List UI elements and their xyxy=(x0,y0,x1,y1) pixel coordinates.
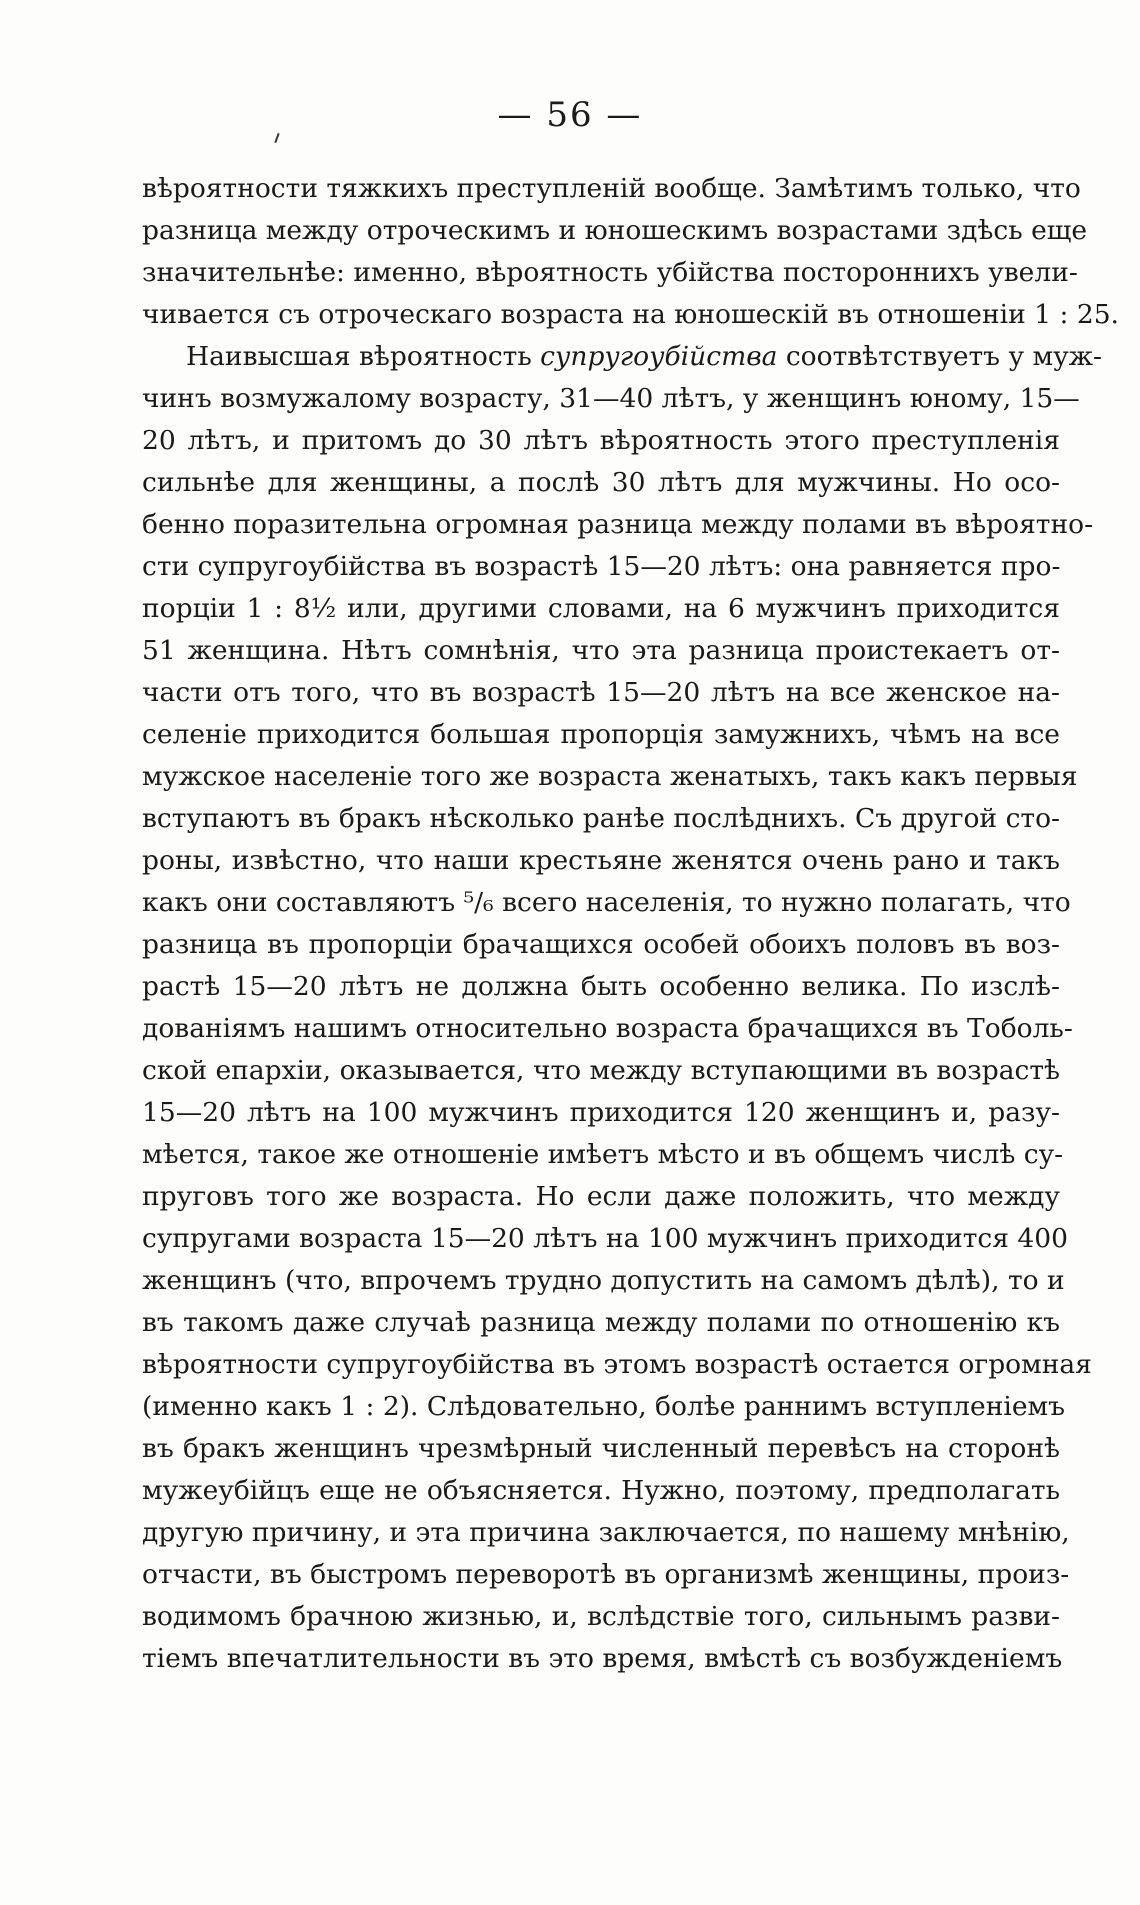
italic-term: супругоубійства xyxy=(540,341,778,372)
text-line: въ такомъ даже случаѣ разница между полами по отношенію къ xyxy=(142,1307,1060,1338)
text-line: чинъ возмужалому возрасту, 31—40 лѣтъ, у женщинъ юному, 15— xyxy=(142,383,1080,414)
text-line: мужеубійцъ еще не объясняется. Нужно, поэтому, предполагать xyxy=(142,1475,1060,1506)
text-line: ской епархіи, оказывается, что между вступающими въ возрастѣ xyxy=(142,1055,1060,1086)
text-line: разница между отроческимъ и юношескимъ возрастами здѣсь еще xyxy=(142,215,1088,246)
text-line: сильнѣе для женщины, а послѣ 30 лѣтъ для мужчины. Но осо- xyxy=(142,467,1060,498)
text-line: бенно поразительна огромная разница между полами въ вѣроятно- xyxy=(142,509,1094,540)
text-line: растѣ 15—20 лѣтъ не должна быть особенно велика. По изслѣ- xyxy=(142,971,1060,1002)
text-line: сти супругоубійства въ возрастѣ 15—20 лѣтъ: она равняется про- xyxy=(142,551,1061,582)
text-line: водимомъ брачною жизнью, и, вслѣдствіе того, сильнымъ разви- xyxy=(142,1601,1060,1632)
paragraph-start-line: Наивысшая вѣроятность супругоубійства соотвѣтствуетъ у муж- xyxy=(186,341,1103,372)
text-line: тіемъ впечатлительности въ это время, вмѣстѣ съ возбужденіемъ xyxy=(142,1643,1063,1674)
text-line: части отъ того, что въ возрастѣ 15—20 лѣтъ на все женское на- xyxy=(142,677,1060,708)
text-line: 15—20 лѣтъ на 100 мужчинъ приходится 120 женщинъ и, разу- xyxy=(142,1097,1060,1128)
text-line: роны, извѣстно, что наши крестьяне женятся очень рано и такъ xyxy=(142,845,1060,876)
text-line: чивается съ отроческаго возраста на юношескій въ отношеніи 1 : 25. xyxy=(142,299,1119,330)
body-text xyxy=(142,168,1119,1680)
text-line: другую причину, и эта причина заключается, по нашему мнѣнію, xyxy=(142,1517,1070,1548)
text-line: мѣется, такое же отношеніе имѣетъ мѣсто и въ общемъ числѣ су- xyxy=(142,1139,1064,1170)
text-line: супругами возраста 15—20 лѣтъ на 100 мужчинъ приходится 400 xyxy=(142,1223,1068,1254)
text-line: селеніе приходится большая пропорція замужнихъ, чѣмъ на все xyxy=(142,719,1060,750)
text-line: порціи 1 : 8½ или, другими словами, на 6 мужчинъ приходится xyxy=(142,593,1060,624)
text-line: 51 женщина. Нѣтъ сомнѣнія, что эта разница проистекаетъ от- xyxy=(142,635,1060,666)
text-line: вступаютъ въ бракъ нѣсколько ранѣе послѣднихъ. Съ другой сто- xyxy=(142,803,1060,834)
page-number: — 56 — xyxy=(497,95,643,135)
text-line: значительнѣе: именно, вѣроятность убійства постороннихъ увели- xyxy=(142,257,1078,288)
text-line: разница въ пропорціи брачащихся особей обоихъ половъ въ воз- xyxy=(142,929,1060,960)
text-line: въ бракъ женщинъ чрезмѣрный численный перевѣсъ на сторонѣ xyxy=(142,1433,1060,1464)
text-line: женщинъ (что, впрочемъ трудно допустить на самомъ дѣлѣ), то и xyxy=(142,1265,1065,1296)
text-line: мужское населеніе того же возраста женатыхъ, такъ какъ первыя xyxy=(142,761,1078,792)
text-line: 20 лѣтъ, и притомъ до 30 лѣтъ вѣроятность этого преступленія xyxy=(142,425,1060,456)
text-line: пруговъ того же возраста. Но если даже положить, что между xyxy=(142,1181,1060,1212)
text-line: отчасти, въ быстромъ переворотѣ въ организмѣ женщины, произ- xyxy=(142,1559,1070,1590)
text-line: дованіямъ нашимъ относительно возраста брачащихся въ Тоболь- xyxy=(142,1013,1073,1044)
text-line: вѣроятности тяжкихъ преступленій вообще. Замѣтимъ только, что xyxy=(142,173,1081,204)
text-line: какъ они составляютъ ⁵/₆ всего населенія, то нужно полагать, что xyxy=(142,887,1071,918)
text-line: (именно какъ 1 : 2). Слѣдовательно, болѣе раннимъ вступленіемъ xyxy=(142,1391,1065,1422)
text-line: вѣроятности супругоубійства въ этомъ возрастѣ остается огромная xyxy=(142,1349,1092,1380)
